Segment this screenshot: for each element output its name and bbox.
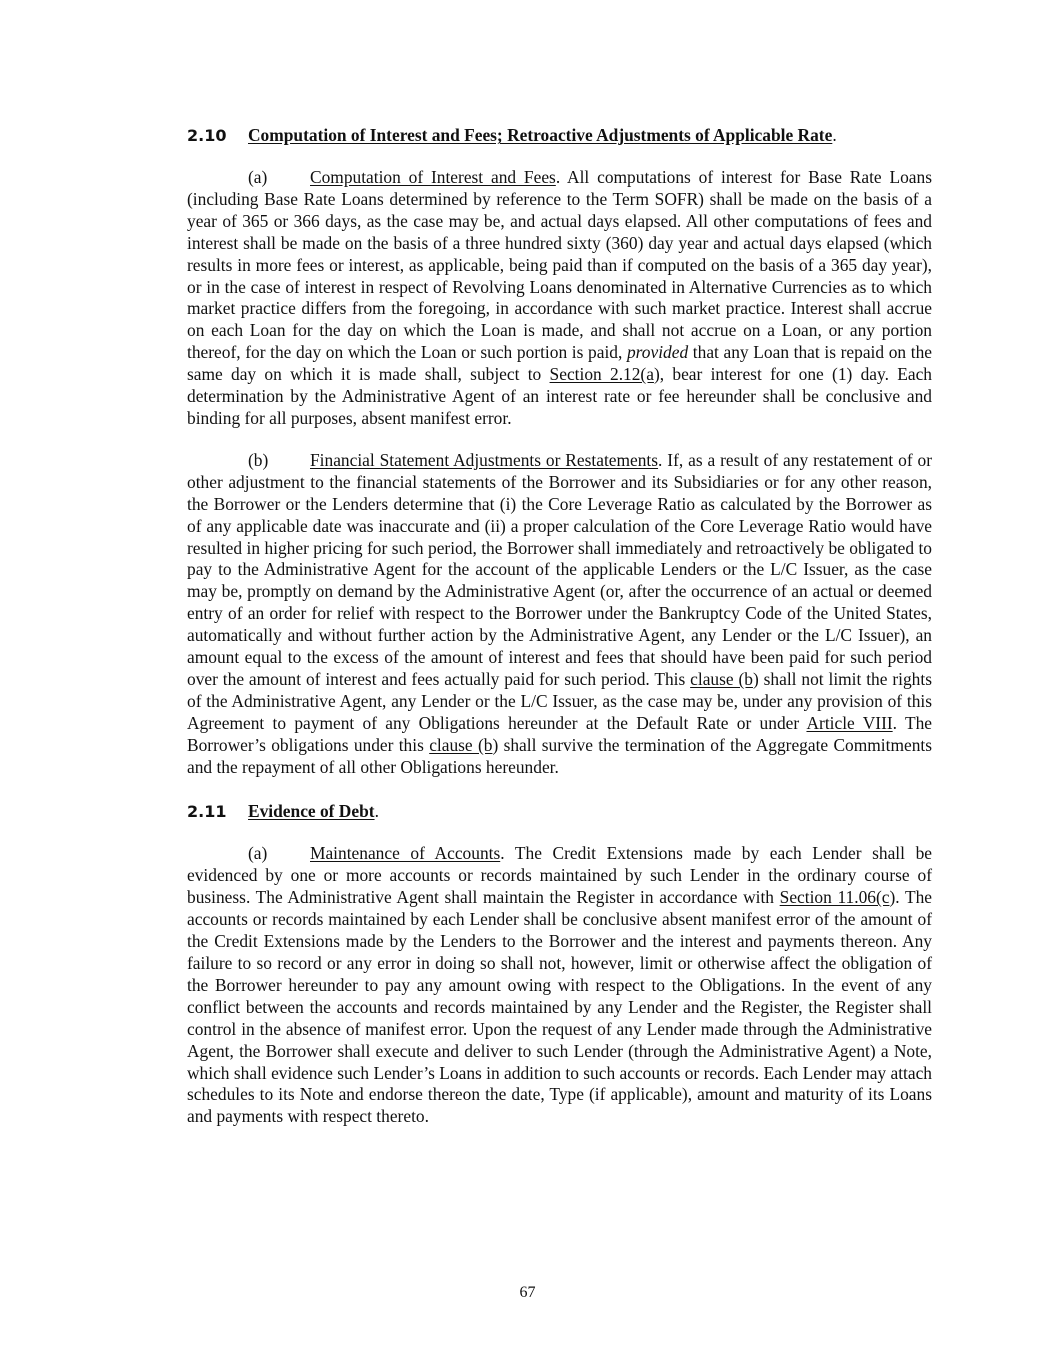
section-number: 2.10 [187,126,227,145]
subsection-heading: Maintenance of Accounts [310,843,501,864]
section-2-11-heading [187,800,932,823]
paragraph-2-10-b [187,450,932,779]
subsection-label: (b) [248,449,269,470]
cross-reference: clause (b [429,734,493,755]
paragraph-text: ) shall not limit the rights of the Administrative Agent, any Lender or the L/C Issuer, as the case may be, under any provision of this Agreement to payment of any Obligations hereunder at the Default Rate or under [187,668,932,733]
page-number: 67 [519,1284,536,1301]
italic-term: provided [626,342,689,363]
paragraph-text: . The Borrower’s obligations under this [187,712,933,755]
subsection-heading: Financial Statement Adjustments or Restatements [310,449,659,470]
subsection-label: (a) [248,167,268,187]
section-title: Evidence of Debt [248,801,375,822]
section-title-period: . [374,801,379,822]
subsection-label: (a) [248,843,268,864]
cross-reference: Section 11.06(c [779,887,890,908]
paragraph-text: . All computations of interest for Base Rate Loans (including Base Rate Loans determined by reference to the Term SOFR) shall be made on the basis of a year of 365 or 366 days, as the case may be, and actual days elapsed. All other computations of fees and interest shall be made on the basis of a three hundred sixty (360) day year and actual days elapsed (which results in more fees or interest, as applicable, being paid than if computed on the basis of a 365 day year), or in the case of interest in respect of Revolving Loans denominated in Alternative Currencies as to which market practice differs from the foregoing, in accordance with such market practice. Interest shall accrue on each Loan for the day on which the Loan is made, and shall not accrue on a Loan, or any portion thereof, for the day on which the Loan or such portion is paid, [187,167,932,363]
document-page [187,124,932,1128]
paragraph-2-11-a [187,843,932,1128]
paragraph-text: . If, as a result of any restatement of or other adjustment to the financial statements of the Borrower and its Subsidiaries or for any other reason, the Borrower or the Lenders determine that (i) the Core Leverage Ratio as calculated by the Borrower as of any applicable date was inaccurate and (ii) a proper calculation of the Core Leverage Ratio would have resulted in higher pricing for such period, the Borrower shall immediately and retroactively be obligated to pay to the Administrative Agent for the account of the applicable Lenders or the L/C Issuer, as the case may be, promptly on demand by the Administrative Agent (or, after the occurrence of an actual or deemed entry of an order for relief with respect to the Borrower under the Bankruptcy Code of the United States, automatically and without further action by the Administrative Agent, any Lender or the L/C Issuer), an amount equal to the excess of the amount of interest and fees that should have been paid for such period over the amount of interest and fees actually paid for such period. This [187,449,932,689]
cross-reference: clause (b [690,668,753,689]
section-number: 2.11 [187,802,227,822]
section-2-10-heading [187,124,932,147]
paragraph-text: ). The accounts or records maintained by each Lender shall be conclusive absent manifest error of the amount of the Credit Extensions made by the Lenders to the Borrower and the interest and payments thereon. Any failure to so record or any error in doing so shall not, however, limit or otherwise affect the obligation of the Borrower hereunder to pay any amount owing with respect to the Obligations. In the event of any conflict between the accounts and records maintained by any Lender and the Register, the Register shall control in the absence of manifest error. Upon the request of any Lender made through the Administrative Agent, the Borrower shall execute and deliver to such Lender (through the Administrative Agent) a Note, which shall evidence such Lender’s Loans in addition to such accounts or records. Each Lender may attach schedules to its Note and endorse thereon the date, Type (if applicable), amount and maturity of its Loans and payments with respect thereto. [187,887,932,1127]
subsection-heading: Computation of Interest and Fees [310,167,556,187]
paragraph-text: that any Loan that is repaid on the same day on which it is made shall, subject to [187,342,932,385]
paragraph-text: ), bear interest for one (1) day. Each determination by the Administrative Agent of an interest rate or fee hereunder shall be conclusive and binding for all purposes, absent manifest error. [187,364,932,428]
paragraph-text: ) shall survive the termination of the Aggregate Commitments and the repayment of all other Obligations hereunder. [187,734,932,777]
paragraph-text: . The Credit Extensions made by each Lender shall be evidenced by one or more accounts or records maintained by such Lender in the ordinary course of business. The Administrative Agent shall maintain the Register in accordance with [187,843,932,908]
cross-reference: Article VIII [806,712,893,733]
section-title: Computation of Interest and Fees; Retroactive Adjustments of Applicable Rate [248,125,833,145]
cross-reference: Section 2.12(a [549,364,654,385]
paragraph-2-10-a [187,167,932,430]
section-title-period: . [832,125,837,145]
